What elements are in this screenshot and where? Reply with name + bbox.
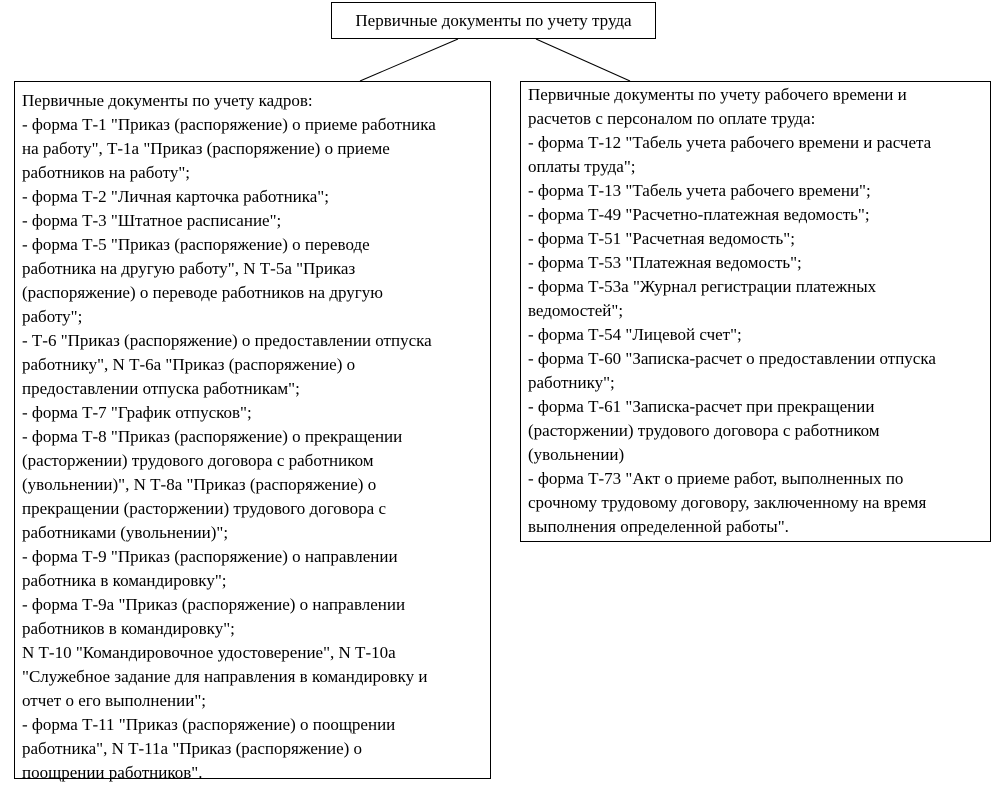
node-text-line: - форма Т-13 "Табель учета рабочего времени"; bbox=[528, 181, 871, 200]
node-text-line: предоставлении отпуска работникам"; bbox=[22, 379, 300, 398]
node-text-line: - форма Т-53а "Журнал регистрации платежных bbox=[528, 277, 877, 296]
node-text-line: Первичные документы по учету рабочего времени и bbox=[528, 85, 907, 104]
connector-root-to-left bbox=[360, 39, 458, 81]
node-text-line: N Т-10 "Командировочное удостоверение", N Т-10а bbox=[22, 643, 396, 662]
node-text-line: - форма Т-61 "Записка-расчет при прекращении bbox=[528, 397, 875, 416]
node-text-line: ведомостей"; bbox=[528, 301, 624, 320]
personnel-documents-node bbox=[14, 81, 491, 782]
node-text-line: (распоряжение) о переводе работников на другую bbox=[22, 283, 383, 302]
node-text-line: (расторжении) трудового договора с работником bbox=[528, 421, 880, 440]
node-text-line: прекращении (расторжении) трудового договора с bbox=[22, 499, 387, 518]
connector-root-to-right bbox=[536, 39, 630, 81]
node-text-line: - форма Т-51 "Расчетная ведомость"; bbox=[528, 229, 795, 248]
node-text-line: - форма Т-12 "Табель учета рабочего времени и расчета bbox=[528, 133, 932, 152]
node-text-line: (увольнении) bbox=[528, 445, 625, 464]
node-text-line: - форма Т-54 "Лицевой счет"; bbox=[528, 325, 742, 344]
node-text-line: выполнения определенной работы". bbox=[528, 517, 789, 536]
node-text-line: работника в командировку"; bbox=[22, 571, 227, 590]
node-text-line: - форма Т-3 "Штатное расписание"; bbox=[22, 211, 282, 230]
root-node bbox=[331, 2, 656, 39]
node-text-line: отчет о его выполнении"; bbox=[22, 691, 206, 710]
node-text-line: срочному трудовому договору, заключенному на время bbox=[528, 493, 927, 512]
node-text-line: работников на работу"; bbox=[22, 163, 190, 182]
node-text-line: расчетов с персоналом по оплате труда: bbox=[528, 109, 816, 128]
node-text-line: - форма Т-9а "Приказ (распоряжение) о направлении bbox=[22, 595, 406, 614]
node-text-line: работнику", N Т-6а "Приказ (распоряжение) о bbox=[22, 355, 356, 374]
node-text-line: - форма Т-9 "Приказ (распоряжение) о направлении bbox=[22, 547, 398, 566]
node-text-line: - форма Т-11 "Приказ (распоряжение) о поощрении bbox=[22, 715, 396, 734]
node-text-line: - форма Т-2 "Личная карточка работника"; bbox=[22, 187, 329, 206]
node-text-line: работнику"; bbox=[528, 373, 615, 392]
node-text-line: - форма Т-49 "Расчетно-платежная ведомость"; bbox=[528, 205, 870, 224]
node-text-line: (расторжении) трудового договора с работником bbox=[22, 451, 374, 470]
node-text-line: - форма Т-1 "Приказ (распоряжение) о приеме работника bbox=[22, 115, 436, 134]
node-text-line: работников в командировку"; bbox=[22, 619, 235, 638]
node-text-line: - форма Т-8 "Приказ (распоряжение) о прекращении bbox=[22, 427, 403, 446]
working-time-payroll-documents-node bbox=[520, 81, 991, 542]
node-text-line: (увольнении)", N Т-8а "Приказ (распоряжение) о bbox=[22, 475, 377, 494]
node-text-line: на работу", Т-1а "Приказ (распоряжение) о приеме bbox=[22, 139, 390, 158]
node-text-line: - форма Т-5 "Приказ (распоряжение) о переводе bbox=[22, 235, 370, 254]
node-text-line: - Т-6 "Приказ (распоряжение) о предоставлении отпуска bbox=[22, 331, 432, 350]
node-text-line: - форма Т-73 "Акт о приеме работ, выполненных по bbox=[528, 469, 904, 488]
node-text-line: "Служебное задание для направления в командировку и bbox=[22, 667, 428, 686]
node-text-line: - форма Т-7 "График отпусков"; bbox=[22, 403, 252, 422]
node-text-line: работника на другую работу", N Т-5а "Приказ bbox=[22, 259, 356, 278]
node-text-line: - форма Т-53 "Платежная ведомость"; bbox=[528, 253, 802, 272]
node-text-line: работниками (увольнении)"; bbox=[22, 523, 229, 542]
root-node-title: Первичные документы по учету труда bbox=[355, 10, 632, 30]
node-text-line: Первичные документы по учету кадров: bbox=[22, 91, 313, 110]
node-text-line: поощрении работников". bbox=[22, 763, 203, 782]
node-text-line: работу"; bbox=[22, 307, 83, 326]
node-text-line: работника", N Т-11а "Приказ (распоряжение) о bbox=[22, 739, 363, 758]
node-text-line: оплаты труда"; bbox=[528, 157, 636, 176]
node-text-line: - форма Т-60 "Записка-расчет о предоставлении отпуска bbox=[528, 349, 936, 368]
